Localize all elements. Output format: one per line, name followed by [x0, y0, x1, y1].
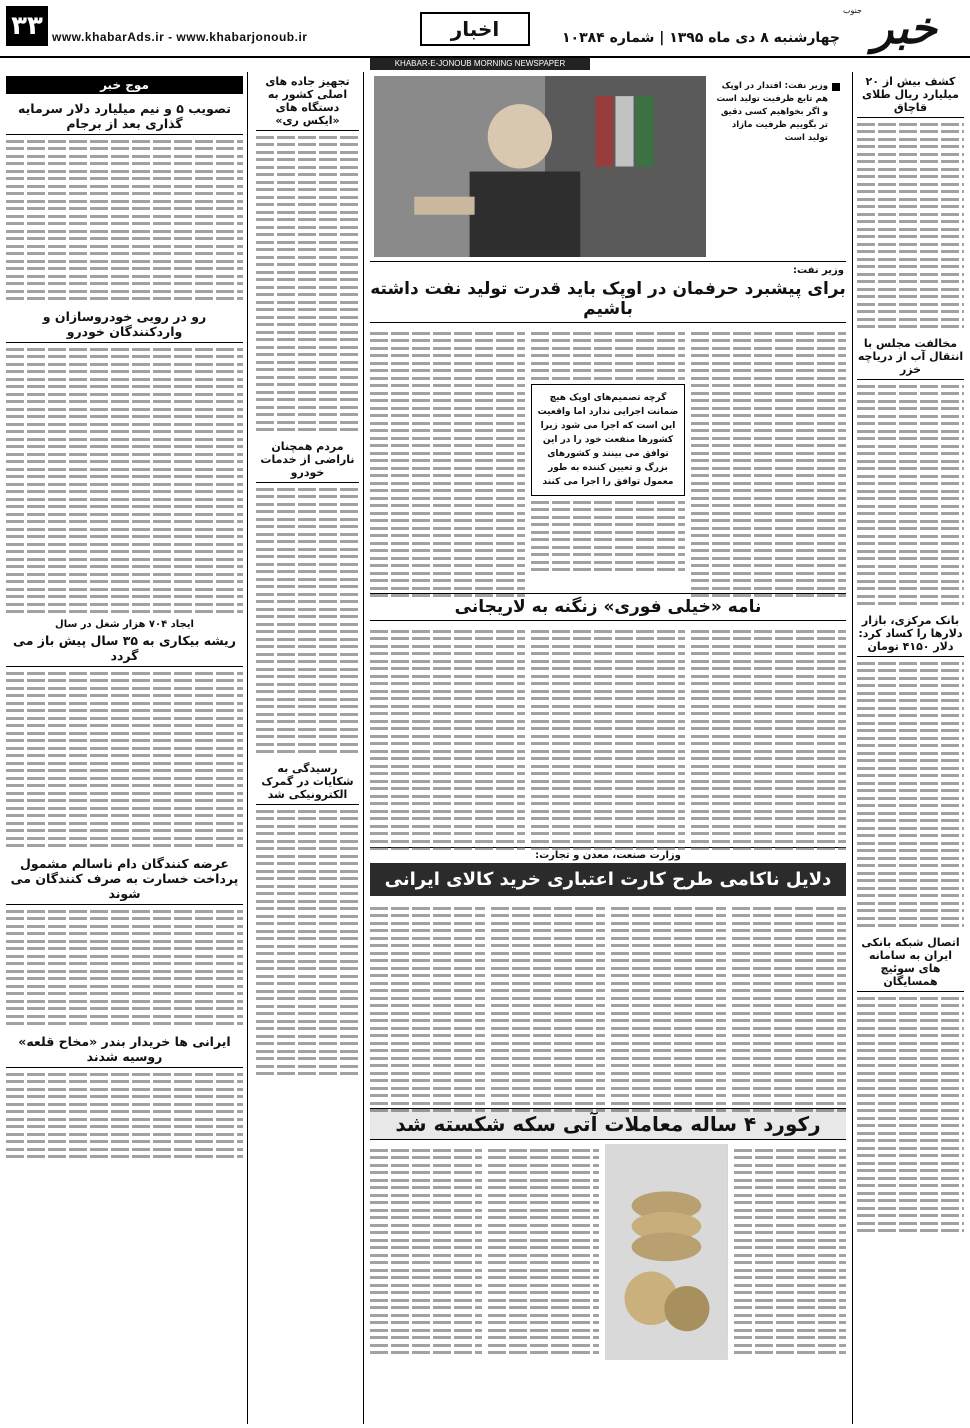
- article-investment: [6, 98, 243, 300]
- lead-body-col-2: [531, 327, 686, 593]
- article-coin-futures: [370, 1108, 846, 1360]
- article-body: [6, 672, 243, 848]
- section-title: اخبار: [420, 12, 530, 46]
- issue-date-number: چهارشنبه ۸ دی ماه ۱۳۹۵ | شماره ۱۰۳۸۴: [562, 30, 840, 46]
- photo-caption-box: [710, 72, 846, 261]
- article-body: [857, 123, 964, 329]
- article-body: [6, 348, 243, 614]
- lead-body-columns: [370, 323, 846, 593]
- article-body: [256, 810, 359, 1076]
- article-headline: مردم همچنان ناراضی از خدمات خودرو: [256, 437, 359, 483]
- lead-body-col-1: [691, 327, 846, 593]
- article-gold-smuggling: [857, 72, 964, 328]
- masthead-band: KHABAR-E-JONOUB MORNING NEWSPAPER: [370, 58, 590, 70]
- article-livestock: [6, 853, 243, 1025]
- lead-headline: برای پیشبرد حرفمان در اوپک باید قدرت تولید نفت داشته باشیم: [370, 276, 846, 323]
- article-central-bank-dollar: [857, 611, 964, 927]
- square-bullet-icon: [832, 83, 840, 91]
- article-headline: اتصال شبکه بانکی ایران به سامانه های سوئیچ همسایگان: [857, 933, 964, 992]
- article-body: [857, 662, 964, 928]
- article-headline: کشف بیش از ۲۰ میلیارد ریال طلای قاچاق: [857, 72, 964, 118]
- gold-coins-photo: [605, 1144, 728, 1360]
- article-xray-roads: [256, 72, 359, 431]
- article-bank-switch: [857, 933, 964, 1232]
- pull-quote: گرچه تصمیم‌های اوپک هیچ ضمانت اجرایی ندارد اما واقعیت این است که اجرا می شود زیرا کشورها منفعت خود را در این توافق می بینند و کشورهای بزرگ و تعیین کننده به طور معمول توافق را اجرا می کنند: [531, 384, 686, 496]
- article-headline: دلایل ناکامی طرح کارت اعتباری خرید کالای ایرانی: [370, 863, 846, 896]
- article-zanganeh-letter: [370, 593, 846, 847]
- masthead: [0, 0, 970, 58]
- lead-photo-block: [370, 72, 846, 262]
- box-title: موج خبر: [6, 76, 243, 94]
- article-customs-complaints: [256, 759, 359, 1075]
- article-headline: بانک مرکزی، بازار دلارها را کساد کرد: دلار ۴۱۵۰ تومان: [857, 611, 964, 657]
- main-area: [370, 72, 846, 1424]
- article-headline: ایرانی ها خریدار بندر «مخاح قلعه» روسیه شدند: [6, 1031, 243, 1068]
- article-headline: ریشه بیکاری به ۳۵ سال پیش باز می گردد: [6, 630, 243, 667]
- article-headline: رکورد ۴ ساله معاملات آتی سکه شکسته شد: [370, 1109, 846, 1140]
- article-headline: نامه «خیلی فوری» زنگنه به لاریجانی: [370, 594, 846, 621]
- lead-kicker: وزیر نفت:: [793, 265, 844, 276]
- logo-subtitle: جنوب: [842, 6, 862, 15]
- article-unemployment: [6, 619, 243, 847]
- article-headline: عرضه کنندگان دام ناسالم مشمول پرداخت خسارت به صرف کنندگان می شوند: [6, 853, 243, 905]
- article-body: [256, 488, 359, 754]
- article-credit-card: [370, 847, 846, 1108]
- article-body: [6, 910, 243, 1026]
- newspaper-logo: خبر: [872, 2, 937, 54]
- lead-body-col-3: [370, 327, 525, 593]
- article-headline: تجهیز جاده های اصلی کشور به دستگاه های «ایکس ری»: [256, 72, 359, 131]
- left-column: [6, 72, 248, 1424]
- article-russia-port: [6, 1031, 243, 1158]
- article-headline: رسیدگی به شکایات در گمرک الکترونیکی شد: [256, 759, 359, 805]
- article-body: [857, 997, 964, 1233]
- photo-caption: وزیر نفت: افتدار در اوپک هم تابع ظرفیت تولید است و اگر بخواهیم کسی دقیق تر بگوییم ظرفیت مازاد تولید است: [716, 81, 828, 143]
- article-caspian-water: [857, 334, 964, 605]
- website-urls[interactable]: www.khabarAds.ir - www.khabarjonoub.ir: [52, 30, 308, 44]
- article-body: [6, 140, 243, 301]
- lead-photo-oil-minister: [374, 76, 706, 257]
- article-body: [256, 136, 359, 432]
- article-body: [6, 1073, 243, 1159]
- page-number: ۳۳: [6, 6, 48, 46]
- article-kicker: ایجاد ۷۰۴ هزار شغل در سال: [55, 619, 194, 630]
- article-kicker: وزارت صنعت، معدن و تجارت:: [535, 850, 681, 861]
- coins-illustration: [605, 1144, 728, 1360]
- article-headline: رو در رویی خودروسازان و واردکنندگان خودرو: [6, 306, 243, 343]
- article-headline: مخالفت مجلس با انتقال آب از دریاچه خزر: [857, 334, 964, 380]
- mid-left-column: [256, 72, 364, 1424]
- article-body: [857, 385, 964, 606]
- article-car-makers: [6, 306, 243, 613]
- photo-illustration: [374, 76, 706, 257]
- right-column: [852, 72, 964, 1424]
- article-headline: تصویب ۵ و نیم میلیارد دلار سرمایه گذاری بعد از برجام: [6, 98, 243, 135]
- article-car-services: [256, 437, 359, 753]
